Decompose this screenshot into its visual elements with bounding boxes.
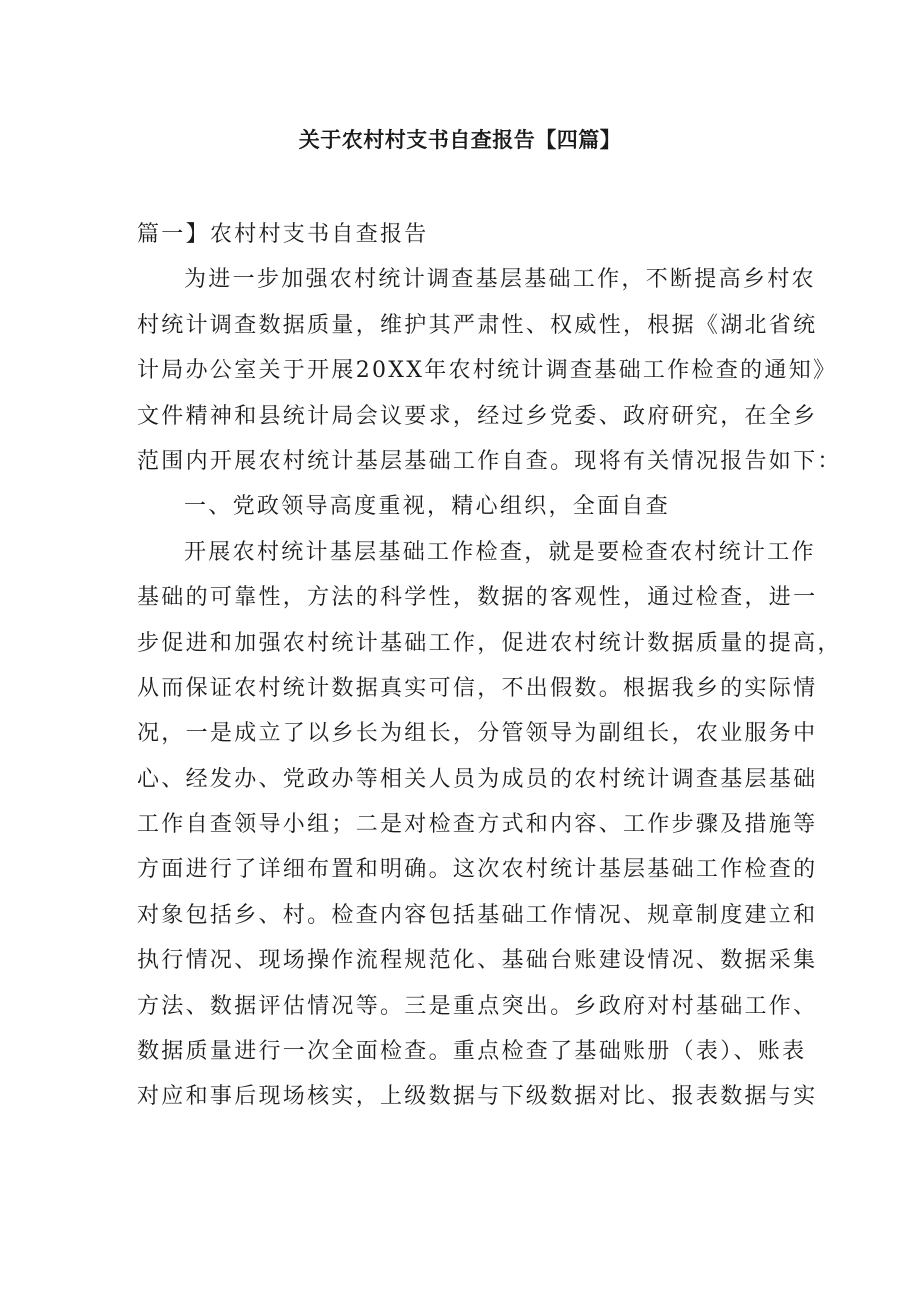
paragraph-line: 开展农村统计基层基础工作检查，就是要检查农村统计工作	[184, 539, 816, 565]
paragraph-line: 况，一是成立了以乡长为组长，分管领导为副组长，农业服务中	[137, 721, 818, 747]
paragraph-line: 步促进和加强农村统计基础工作，促进农村统计数据质量的提高，	[137, 630, 842, 656]
paragraph-line: 从而保证农村统计数据真实可信，不出假数。根据我乡的实际情	[137, 675, 818, 701]
subsection-heading: 一、党政领导高度重视，精心组织，全面自查	[184, 494, 671, 520]
paragraph-line: 基础的可靠性，方法的科学性，数据的客观性，通过检查，进一	[137, 585, 818, 611]
paragraph-line: 对象包括乡、村。检查内容包括基础工作情况、规章制度建立和	[137, 902, 818, 928]
paragraph-line: 工作自查领导小组；二是对检查方式和内容、工作步骤及措施等	[137, 812, 818, 838]
paragraph-line: 村统计调查数据质量，维护其严肃性、权威性，根据《湖北省统	[137, 312, 818, 338]
paragraph-line: 为进一步加强农村统计调查基层基础工作，不断提高乡村农	[184, 267, 816, 293]
paragraph-line: 对应和事后现场核实，上级数据与下级数据对比、报表数据与实	[137, 1084, 818, 1110]
paragraph-line: 范围内开展农村统计基层基础工作自查。现将有关情况报告如下：	[137, 448, 842, 474]
paragraph-line: 计局办公室关于开展20XX年农村统计调查基础工作检查的通知》	[137, 358, 838, 384]
paragraph-line: 方面进行了详细布置和明确。这次农村统计基层基础工作检查的	[137, 857, 818, 883]
paragraph-line: 心、经发办、党政办等相关人员为成员的农村统计调查基层基础	[137, 766, 818, 792]
section-heading: 篇一】农村村支书自查报告	[137, 222, 429, 247]
paragraph-line: 方法、数据评估情况等。三是重点突出。乡政府对村基础工作、	[137, 993, 818, 1019]
paragraph-line: 执行情况、现场操作流程规范化、基础台账建设情况、数据采集	[137, 948, 818, 974]
document-body	[137, 212, 842, 1120]
paragraph-line: 文件精神和县统计局会议要求，经过乡党委、政府研究，在全乡	[137, 403, 818, 429]
document-title: 关于农村村支书自查报告【四篇】	[298, 128, 622, 152]
paragraph-line: 数据质量进行一次全面检查。重点检查了基础账册（表）、账表	[137, 1039, 807, 1065]
